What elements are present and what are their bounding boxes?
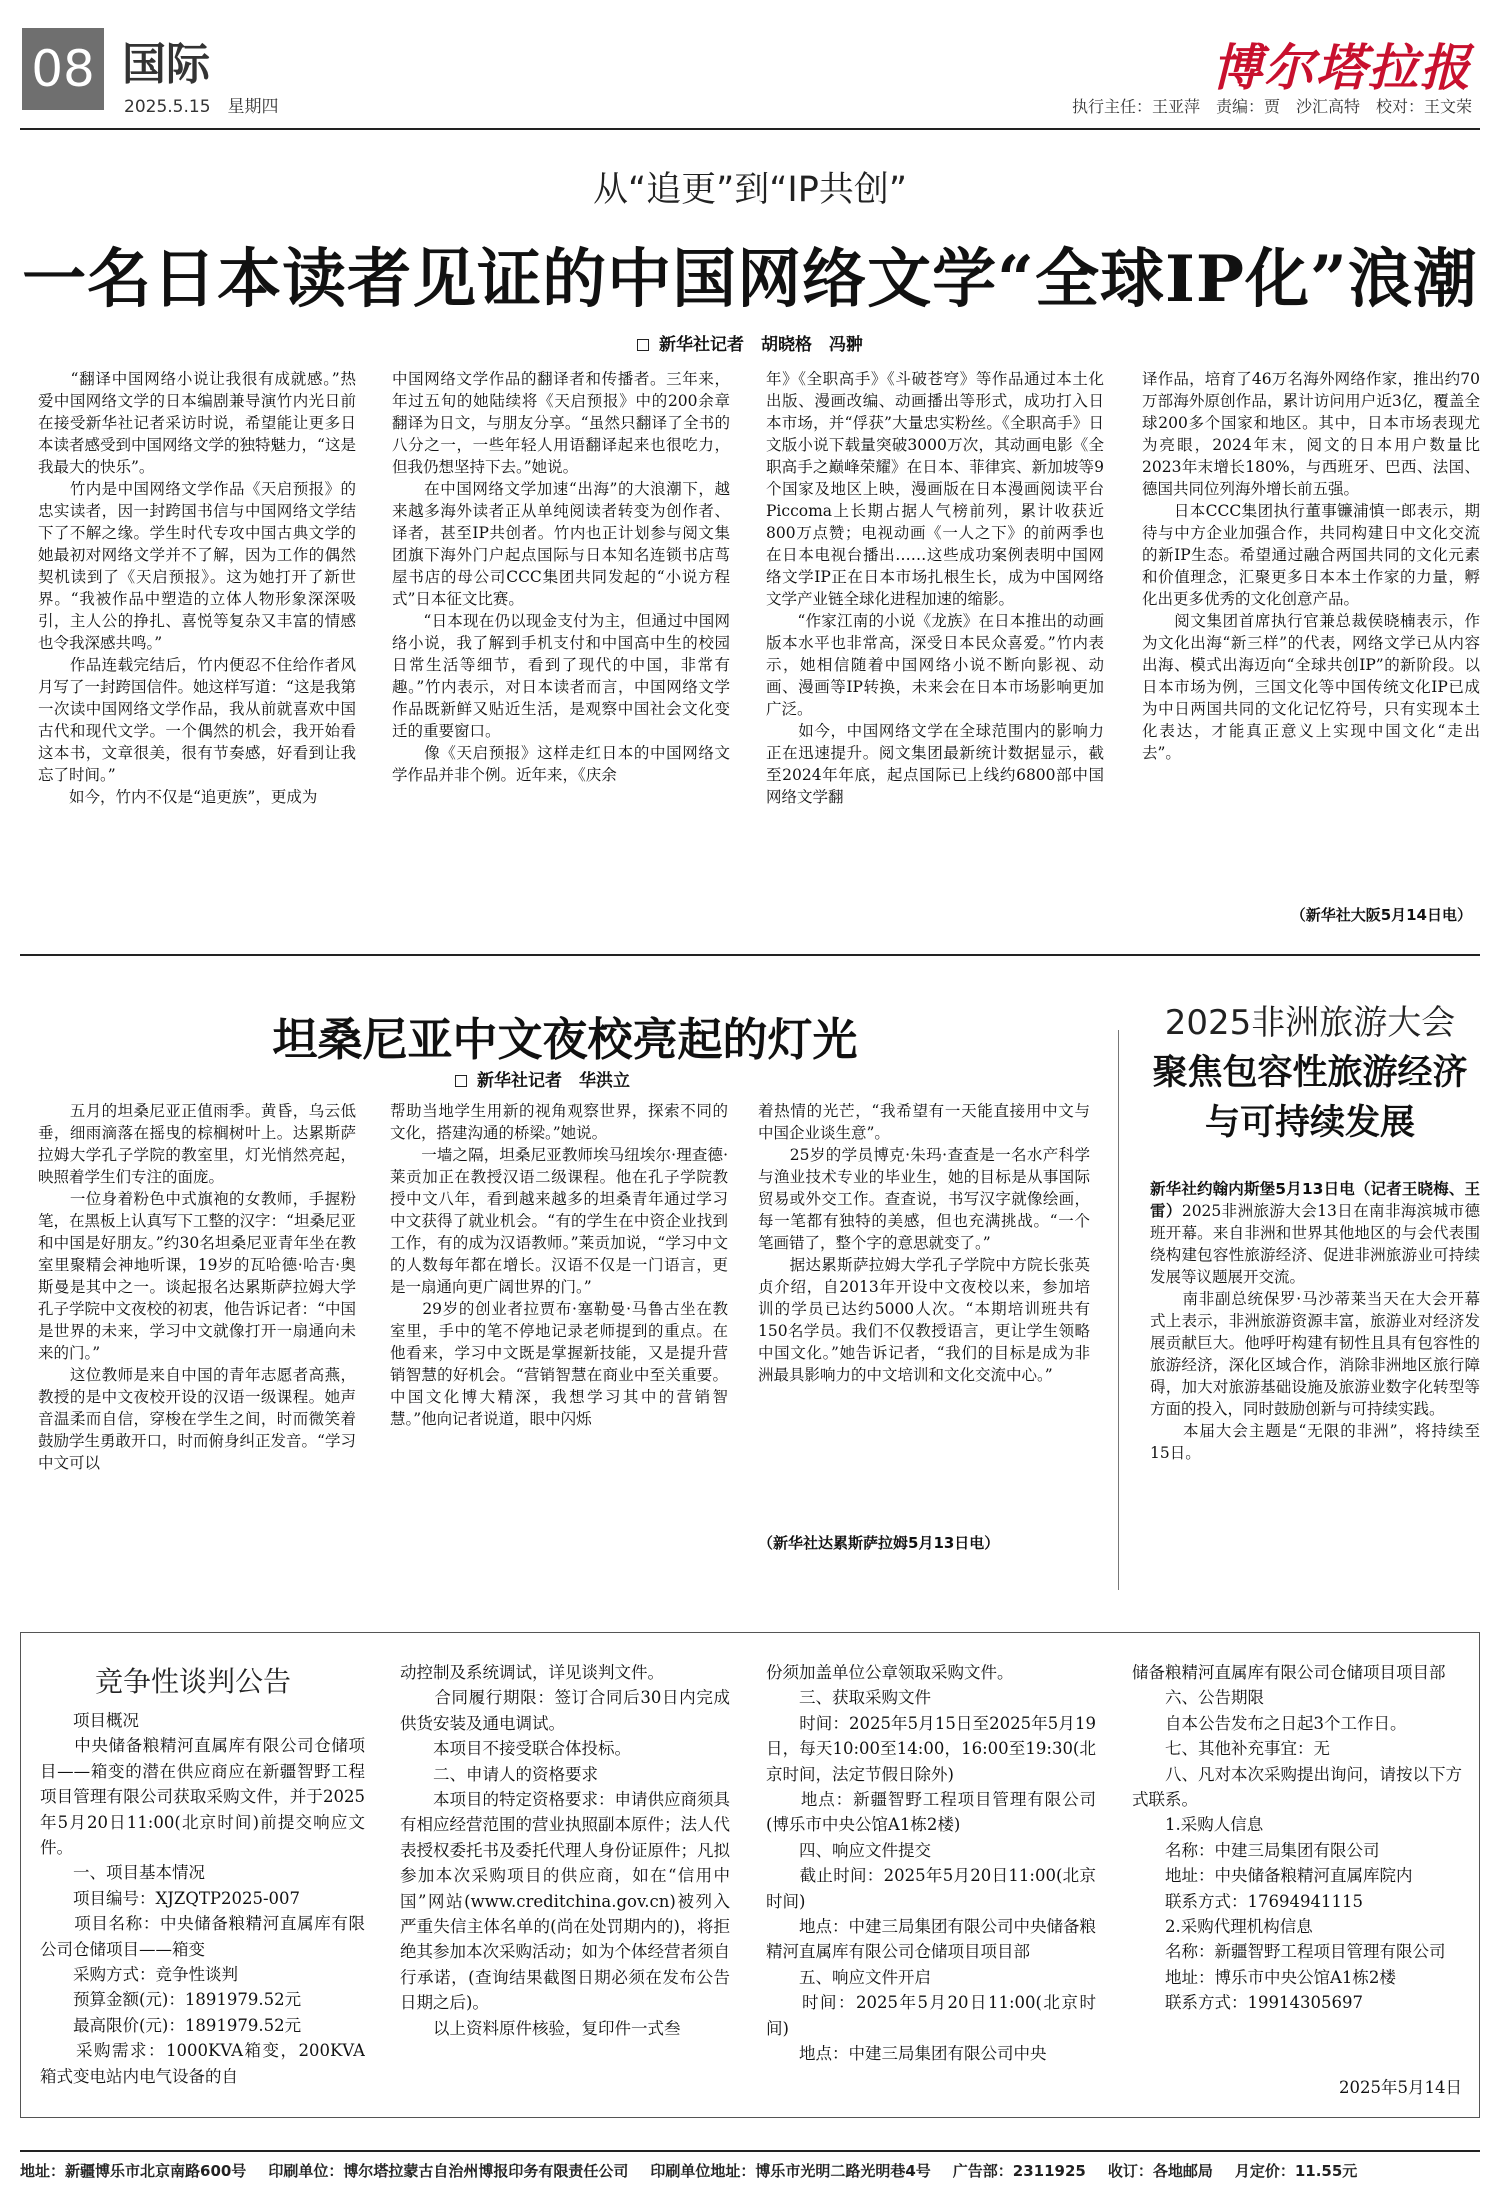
article2-byline-text: 新华社记者 华洪立 xyxy=(477,1071,630,1091)
article2-signoff: （新华社达累斯萨拉姆5月13日电） xyxy=(758,1534,1000,1552)
article3-title-line2: 聚焦包容性旅游经济 xyxy=(1152,1052,1468,1093)
notice-date: 2025年5月14日 xyxy=(1339,2078,1462,2097)
issue-date xyxy=(124,92,279,117)
notice-title: 竞争性谈判公告 xyxy=(95,1665,292,1698)
article1-signoff: （新华社大阪5月14日电） xyxy=(1290,906,1472,924)
article1-byline-text: 新华社记者 胡晓格 冯翀 xyxy=(659,335,863,355)
section-title: 国际 xyxy=(122,39,210,90)
footer-ad-phone: 广告部：2311925 xyxy=(952,2162,1086,2180)
article1-byline xyxy=(0,330,1500,355)
date-text: 2025.5.15 xyxy=(124,97,211,117)
footer xyxy=(20,2160,1480,2190)
footer-rule xyxy=(20,2150,1480,2152)
article3-body xyxy=(1150,1178,1480,1588)
footer-address: 地址：新疆博乐市北京南路600号 xyxy=(20,2162,247,2180)
article1-subhead: 从“追更”到“IP共创” xyxy=(593,170,907,210)
weekday-text: 星期四 xyxy=(227,97,279,117)
article1-column-1: “翻译中国网络小说让我很有成就感。”热爱中国网络文学的日本编剧兼导演竹内光日前在接受新华社记者采访时说，希望能让更多日本读者感受到中国网络文学的独特魅力，“这是我最大的快乐”。 竹内是中国网络文学作品《天启预报》的忠实读者，因一封跨国书信与中国网络文学结下了不解之缘。学生时代专攻中国古典文学的她最初对网络文学并不了解，因为工作的偶然契机读到了《天启预报》。这为她打开了新世界。“我被作品中塑造的立体人物形象深深吸引，主人公的挣扎、喜悦等复杂又丰富的情感也令我深感共鸣。” 作品连载完结后，竹内便忍不住给作者风月写了一封跨国信件。她这样写道：“这是我第一次读中国网络文学作品，我从前就喜欢中国古代和现代文学。一个偶然的机会，我开始看这本书，文章很美，很有节奏感，好看到让我忘了时间。” 如今，竹内不仅是“追更族”，更成为 xyxy=(38,370,356,806)
notice-column-1: 项目概况 中央储备粮精河直属库有限公司仓储项目——箱变的潜在供应商应在新疆智野工程项目管理有限公司获取采购文件，并于2025年5月20日11:00(北京时间)前提交响应文件。 一、项目基本情况 项目编号：XJZQTP2025-007 项目名称：中央储备粮精河直属库有限公司仓储项目——箱变 采购方式：竞争性谈判 预算金额(元)：1891979.52元 最高限价(元)：1891979.52元 采购需求：1000KVA箱变，200KVA箱式变电站内电气设备的自 xyxy=(40,1711,365,2086)
article1-column-4: 译作品，培育了46万名海外网络作家，推出约70万部海外原创作品，累计访问用户近3亿，覆盖全球200多个国家和地区。其中，日本市场表现尤为亮眼，2024年末，阅文的日本用户数量比2023年末增长180%，与西班牙、巴西、法国、德国共同位列海外增长前五强。 日本CCC集团执行董事镰浦慎一郎表示，期待与中方企业加强合作，共同构建日中文化交流的新IP生态。希望通过融合两国共同的文化元素和价值理念，汇聚更多日本本土作家的力量，孵化出更多优秀的文化创意产品。 阅文集团首席执行官兼总裁侯晓楠表示，作为文化出海“新三样”的代表，网络文学已从内容出海、模式出海迈向“全球共创IP”的新阶段。以日本市场为例，三国文化等中国传统文化IP已成为中日两国共同的文化记忆符号，只有实现本土化表达，才能真正意义上实现中国文化“走出去”。 xyxy=(1142,370,1480,762)
byline-box-icon xyxy=(455,1075,467,1087)
notice-column-4: 储备粮精河直属库有限公司仓储项目项目部 六、公告期限 自本公告发布之日起3个工作日。 七、其他补充事宜：无 八、凡对本次采购提出询问，请按以下方式联系。 1.采购人信息 名称：中建三局集团有限公司 地址：中央储备粮精河直属库院内 联系方式：17694941115 2.采购代理机构信息 名称：新疆智野工程项目管理有限公司 地址：博乐市中央公馆A1栋2楼 联系方式：19914305697 xyxy=(1132,1663,1462,2013)
column-divider xyxy=(1118,1030,1119,1590)
article2-column-2: 帮助当地学生用新的视角观察世界，探索不同的文化，搭建沟通的桥梁。”她说。 一墙之隔，坦桑尼亚教师埃马纽埃尔·理查德·莱贡加正在教授汉语二级课程。他在孔子学院教授中文八年，看到越来越多的坦桑青年通过学习中文获得了就业机会。“有的学生在中资企业找到工作，有的成为汉语教师。”莱贡加说，“学习中文的人数每年都在增长。汉语不仅是一门语言，更是一扇通向更广阔世界的门。” 29岁的创业者拉贾布·塞勒曼·马鲁古坐在教室里，手中的笔不停地记录老师提到的重点。在他看来，学习中文既是掌握新技能，又是提升营销智慧的好机会。“营销智慧在商业中至关重要。中国文化博大精深，我想学习其中的营销智慧。”他向记者说道，眼中闪烁 xyxy=(390,1102,728,1428)
article2-column-3: 着热情的光芒，“我希望有一天能直接用中文与中国企业谈生意”。 25岁的学员博克·朱玛·查查是一名水产科学与渔业技术专业的毕业生，她的目标是从事国际贸易或外交工作。查查说，书写汉字就像绘画，每一笔都有独特的美感，但也充满挑战。“一个笔画错了，整个字的意思就变了。” 据达累斯萨拉姆大学孔子学院中方院长张英贞介绍，自2013年开设中文夜校以来，参加培训的学员已达约5000人次。“本期培训班共有150名学员。我们不仅教授语言，更让学生领略中国文化。”她告诉记者，“我们的目标是成为非洲最具影响力的中文培训和文化交流中心。” xyxy=(758,1102,1090,1384)
article3-title xyxy=(1140,1048,1480,1148)
footer-printer-address: 印刷单位地址：博乐市光明二路光明巷4号 xyxy=(650,2162,931,2180)
notice-column-2: 动控制及系统调试，详见谈判文件。 合同履行期限：签订合同后30日内完成供货安装及通电调试。 本项目不接受联合体投标。 二、申请人的资格要求 本项目的特定资格要求：申请供应商须具有相应经营范围的营业执照副本原件；法人代表授权委托书及委托代理人身份证原件；凡拟参加本次采购项目的供应商，如在“信用中国”网站(www.creditchina.gov.cn)被列入严重失信主体名单的(尚在处罚期内的)，将拒绝其参加本次采购活动；如为个体经营者须自行承诺，(查询结果截图日期必须在发布公告日期之后)。 以上资料原件核验，复印件一式叁 xyxy=(400,1663,730,2038)
footer-price: 月定价：11.55元 xyxy=(1234,2162,1358,2180)
article1-headline: 一名日本读者见证的中国网络文学“全球IP化”浪潮 xyxy=(22,242,1478,317)
article3-title-line1: 2025非洲旅游大会 xyxy=(1164,1003,1456,1043)
article3-title-line3: 与可持续发展 xyxy=(1204,1102,1415,1143)
article1-column-3: 年》《全职高手》《斗破苍穹》等作品通过本土化出版、漫画改编、动画播出等形式，成功打入日本市场，并“俘获”大量忠实粉丝。《全职高手》日文版小说下载量突破3000万次，其动画电影《全职高手之巅峰荣耀》在日本、菲律宾、新加坡等9个国家及地区上映，漫画版在日本漫画阅读平台Piccoma上长期占据人气榜前列，累计收获近800万点赞；电视动画《一人之下》的前两季也在日本电视台播出……这些成功案例表明中国网络文学IP正在日本市场扎根生长，成为中国网络文学产业链全球化进程加速的缩影。 “作家江南的小说《龙族》在日本推出的动画版本水平也非常高，深受日本民众喜爱。”竹内表示，她相信随着中国网络小说不断向影视、动画、漫画等IP转换，未来会在日本市场影响更加广泛。 如今，中国网络文学在全球范围内的影响力正在迅速提升。阅文集团最新统计数据显示，截至2024年年底，起点国际已上线约6800部中国网络文学翻 xyxy=(766,370,1104,806)
footer-printer: 印刷单位：博尔塔拉蒙古自治州博报印务有限责任公司 xyxy=(268,2162,629,2180)
page-number: 08 xyxy=(22,28,104,110)
editors-credit: 执行主任：王亚萍 责编：贾 沙汇高特 校对：王文荣 xyxy=(1071,97,1472,116)
masthead-logo: 博尔塔拉报 xyxy=(1212,38,1472,97)
article3-body-text: 2025非洲旅游大会13日在南非海滨城市德班开幕。来自非洲和世界其他地区的与会代表围绕构建包容性旅游经济、促进非洲旅游业可持续发展等议题展开交流。 南非副总统保罗·马沙蒂莱当天在大会开幕式上表示，非洲旅游资源丰富，旅游业对经济发展贡献巨大。他呼吁构建有韧性且具有包容性的旅游经济，深化区域合作，消除非洲地区旅行障碍，加大对旅游基础设施及旅游业数字化转型等方面的投入，同时鼓励创新与可持续实践。 本届大会主题是“无限的非洲”，将持续至15日。 xyxy=(1150,1202,1480,1462)
notice-column-3: 份须加盖单位公章领取采购文件。 三、获取采购文件 时间：2025年5月15日至2025年5月19日，每天10:00至14:00，16:00至19:30(北京时间，法定节假日除外) 地点：新疆智野工程项目管理有限公司(博乐市中央公馆A1栋2楼) 四、响应文件提交 截止时间：2025年5月20日11:00(北京时间) 地点：中建三局集团有限公司中央储备粮精河直属库有限公司仓储项目项目部 五、响应文件开启 时间：2025年5月20日11:00(北京时间) 地点：中建三局集团有限公司中央 xyxy=(766,1663,1096,2064)
header-rule xyxy=(20,128,1480,130)
article2-byline xyxy=(455,1066,630,1091)
article2-column-1: 五月的坦桑尼亚正值雨季。黄昏，乌云低垂，细雨滴落在摇曳的棕榈树叶上。达累斯萨拉姆大学孔子学院的教室里，灯光悄然亮起，映照着学生们专注的面庞。 一位身着粉色中式旗袍的女教师，手握粉笔，在黑板上认真写下工整的汉字：“坦桑尼亚和中国是好朋友。”约30名坦桑尼亚青年坐在教室里聚精会神地听课，19岁的瓦哈德·哈吉·奥斯曼是其中之一。谈起报名达累斯萨拉姆大学孔子学院中文夜校的初衷，他告诉记者：“中国是世界的未来，学习中文就像打开一扇通向未来的门。” 这位教师是来自中国的青年志愿者高燕，教授的是中文夜校开设的汉语一级课程。她声音温柔而自信，穿梭在学生之间，时而微笑着鼓励学生勇敢开口，时而俯身纠正发音。“学习中文可以 xyxy=(38,1102,356,1472)
article2-headline: 坦桑尼亚中文夜校亮起的灯光 xyxy=(272,1013,858,1066)
article1-bottom-rule xyxy=(20,954,1480,956)
byline-box-icon xyxy=(637,339,649,351)
article1-column-2: 中国网络文学作品的翻译者和传播者。三年来，年过五旬的她陆续将《天启预报》中的200余章翻译为日文，与朋友分享。“虽然只翻译了全书的八分之一，一些年轻人用语翻译起来也很吃力，但我仍想坚持下去。”她说。 在中国网络文学加速“出海”的大浪潮下，越来越多海外读者正从单纯阅读者转变为创作者、译者，甚至IP共创者。竹内也正计划参与阅文集团旗下海外门户起点国际与日本知名连锁书店茑屋书店的母公司CCC集团共同发起的“小说方程式”日本征文比赛。 “日本现在仍以现金支付为主，但通过中国网络小说，我了解到手机支付和中国高中生的校园日常生活等细节，看到了现代的中国，非常有趣。”竹内表示，对日本读者而言，中国网络文学作品既新鲜又贴近生活，是观察中国社会文化变迁的重要窗口。 像《天启预报》这样走红日本的中国网络文学作品并非个例。近年来，《庆余 xyxy=(392,370,730,784)
footer-subscribe: 收订：各地邮局 xyxy=(1107,2162,1213,2180)
article3-dateline: 新华社约翰内斯堡5月13日电（记者王晓梅、王雷） xyxy=(1150,1180,1480,1220)
